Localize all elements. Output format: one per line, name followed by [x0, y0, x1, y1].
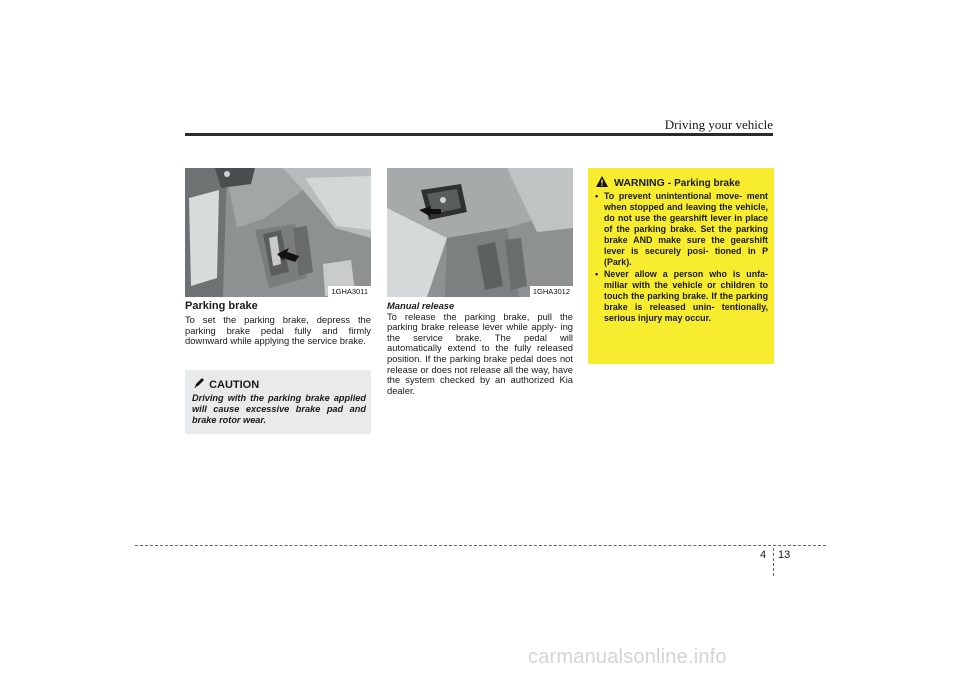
warning-item: • Never allow a person who is unfa- miliar with the vehicle or children to touch the parking brake. If the parking brake is released unin- tentionally, serious injury may occur. — [595, 269, 768, 323]
warning-box — [588, 168, 774, 364]
figure-code: 1GHA3011 — [328, 286, 371, 297]
pedal-illustration — [185, 168, 371, 297]
parking-brake-section — [185, 300, 371, 347]
caution-text: Driving with the parking brake applied will cause excessive brake pad and brake rotor wear. — [192, 393, 366, 425]
parking-brake-heading: Parking brake — [185, 300, 258, 312]
manual-release-section — [387, 301, 573, 396]
header-rule — [185, 133, 773, 136]
figure-parking-brake-pedal — [185, 168, 371, 297]
watermark: carmanualsonline.info — [528, 646, 727, 668]
warning-subtitle: Parking brake — [674, 178, 741, 189]
page-number: 13 — [778, 549, 791, 561]
page-number-divider — [773, 548, 774, 576]
warning-list — [594, 191, 768, 325]
lever-illustration — [387, 168, 573, 297]
chapter-number: 4 — [760, 549, 767, 561]
footer-rule — [135, 545, 826, 546]
caution-title: CAUTION — [209, 379, 260, 391]
figure-release-lever — [387, 168, 573, 297]
caution-heading — [194, 378, 259, 391]
warning-item: • To prevent unintentional move- ment when stopped and leaving the vehicle, do not use the gearshift lever in place of the parking brake. Set the parking brake AND make sure the gearshift lever is securely posi- tioned in P (Park). — [595, 191, 768, 267]
manual-release-heading: Manual release — [387, 300, 455, 311]
manual-release-text: To release the parking brake, pull the parking brake release lever while apply- ing the service brake. The pedal will automatically extend to the fully released position. If the parking brake pedal does not release or does not release all the way, have the system checked by an authorized Kia dealer. — [387, 310, 573, 396]
parking-brake-text: To set the parking brake, depress the parking brake pedal fully and firmly downward while applying the service brake. — [185, 314, 371, 347]
pen-icon — [194, 378, 206, 391]
figure-code: 1GHA3012 — [530, 286, 573, 297]
warning-title: WARNING - — [614, 177, 672, 189]
section-title: Driving your vehicle — [664, 117, 773, 132]
warning-triangle-icon — [596, 176, 608, 187]
caution-box — [185, 370, 371, 434]
warning-heading — [596, 176, 740, 189]
